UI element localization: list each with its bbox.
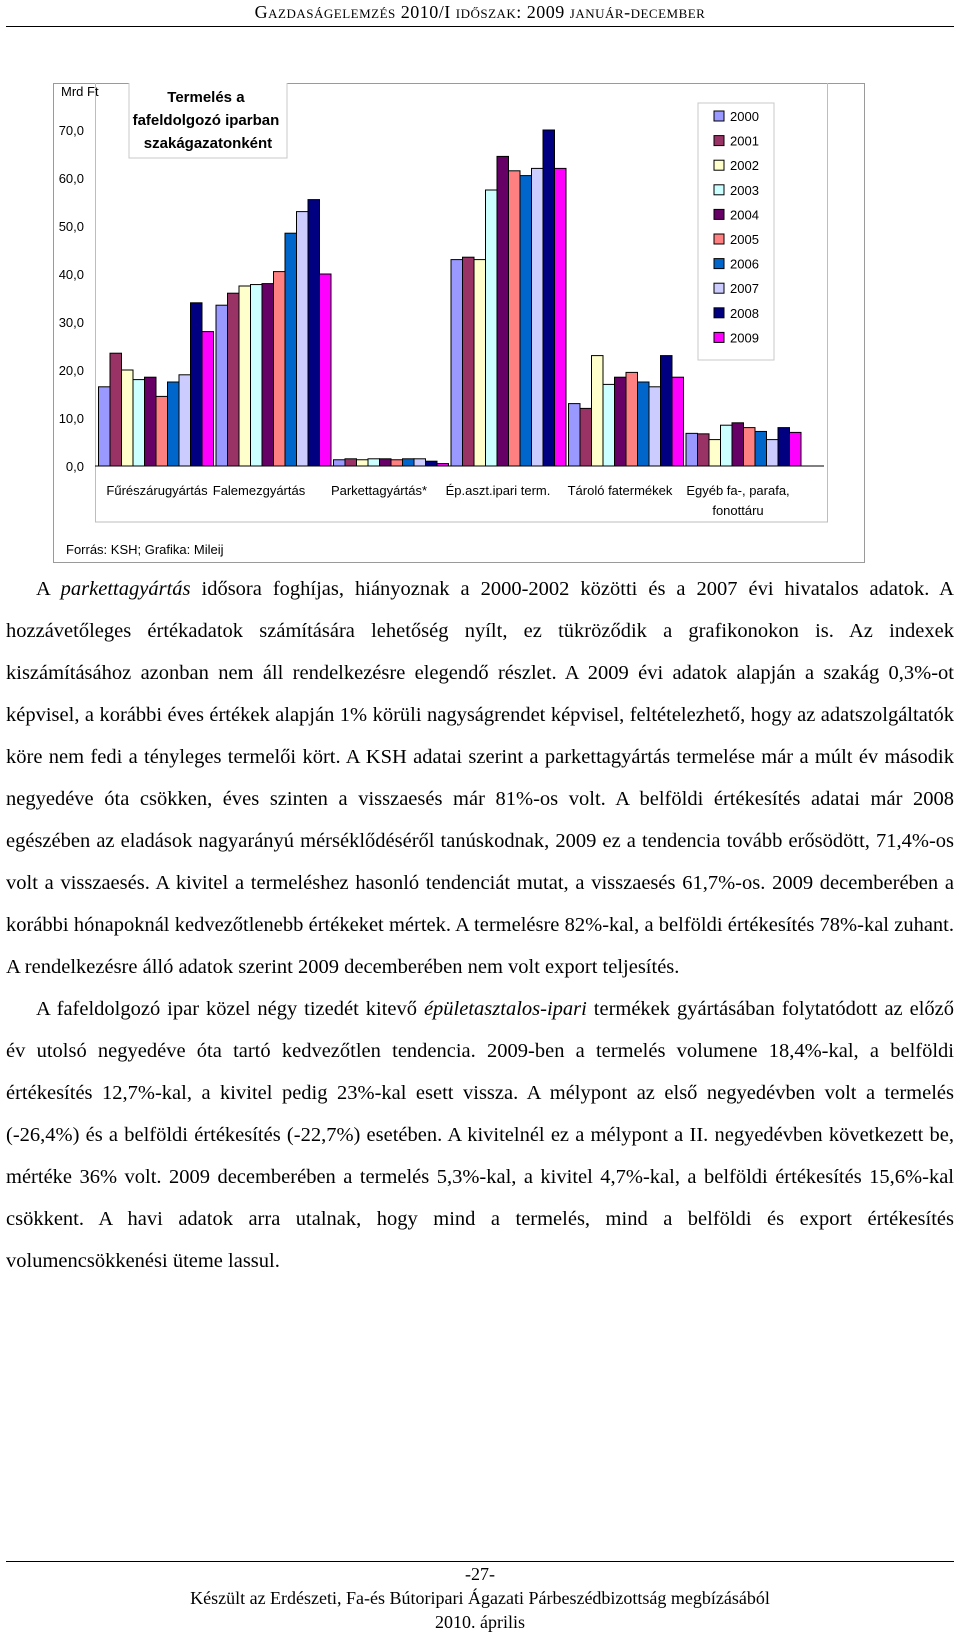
legend-label: 2006 [730,256,759,272]
bar-2008 [778,428,790,466]
bar-2000 [451,260,463,466]
bars [99,130,802,466]
bar-2004 [145,377,157,466]
legend-swatch-2003 [714,185,724,195]
category-label: Egyéb fa-, parafa, [686,483,790,498]
chart-title-box [129,83,287,158]
header-title: Gazdaságelemzés 2010/I időszak: 2009 január-december [254,2,706,22]
bar-2006 [755,431,767,466]
legend-swatch-2009 [714,332,724,342]
bar-2008 [661,356,673,466]
bar-2005 [509,171,521,466]
unit-label: Mrd Ft [61,84,99,99]
chart-title-line: szakágazatonként [143,135,273,152]
legend-swatch-2001 [714,136,724,146]
bar-2006 [403,459,415,466]
legend-swatch-2002 [714,160,724,170]
bar-2006 [638,382,650,466]
bar-2000 [686,433,698,466]
legend-swatch-2008 [714,308,724,318]
bar-2000 [99,387,111,466]
bar-2009 [202,332,214,466]
footer-date: 2010. április [435,1612,525,1632]
bar-2000 [216,305,228,466]
legend-swatch-2005 [714,234,724,244]
legend-label: 2008 [730,305,759,321]
category-label: Fűrészárugyártás [106,483,208,498]
legend-label: 2000 [730,109,759,124]
bar-2002 [122,370,134,466]
bar-2007 [179,375,191,466]
bar-2007 [414,459,426,466]
bar-2001 [345,459,357,466]
y-tick-label: 20,0 [58,363,84,378]
bar-2003 [133,380,145,466]
bar-2001 [110,353,122,466]
page-header [0,0,960,28]
legend-label: 2009 [730,330,759,346]
legend-swatch-2007 [714,283,724,293]
category-label: Parkettagyártás* [330,483,428,498]
bar-2007 [297,212,309,466]
bar-2005 [744,428,756,466]
category-label: Falemezgyártás [212,483,306,498]
bar-2001 [580,408,592,466]
bar-2002 [357,460,369,466]
bar-2005 [274,272,286,466]
y-tick-label: 30,0 [58,315,84,330]
legend-swatch-2006 [714,259,724,269]
legend-label: 2004 [730,207,759,223]
bar-2007 [532,168,544,466]
category-label: Tároló fatermékek [567,483,673,498]
bar-2000 [569,404,581,466]
category-label: Ép.aszt.ipari term. [445,483,551,498]
bar-2005 [626,372,638,466]
legend-label: 2005 [730,232,759,247]
legend-label: 2003 [730,182,759,198]
bar-2003 [486,190,498,466]
bar-2004 [380,459,392,466]
bar-2009 [790,432,802,466]
header-rule [6,26,954,27]
page-number: -27- [465,1564,495,1584]
bar-2007 [649,387,661,466]
bar-2004 [732,423,744,466]
bar-2005 [156,396,168,466]
paragraph-parketta: A parkettagyártás idősora foghíjas, hiányoznak a 2000-2002 közötti és a 2007 évi hivatalos adatok. A hozzávetőleges értékadatok számítására lehetőség nyílt, ez tükröződik a grafikonokon is. Az indexek kiszámításához azonban nem áll rendelkezésre elegendő részlet. A 2009 évi adatok alapján a szakág 0,3%-ot képvisel, a korábbi éves értékek alapján 1% körüli nagyságrendet képvisel, feltételezhető, hogy az adatszolgáltatók köre nem fedi a tényleges termelői kört. A KSH adatai szerint a parkettagyártás termelése már a múlt év második negyedéve óta csökken, éves szinten a visszaesés már 81%-os volt. A belföldi értékesítés adatai már 2008 egészében az eladások nagyarányú mérséklődéséről tanúskodnak, 2009 ez a tendencia tovább erősödött, 71,4%-os volt a visszaesés. A kivitel a termeléshez hasonló tendenciát mutat, a visszaesés 61,7%-os. 2009 decemberében a korábbi hónapoknál kedvezőtlenebb értékeket mértek. A termelésre 82%-kal, a belföldi értékesítés 78%-kal zuhant. A rendelkezésre álló adatok szerint 2009 decemberében nem volt export teljesítés. [6,578,954,978]
y-tick-label: 0,0 [65,459,84,474]
bar-2003 [721,425,733,466]
body-text [6,568,954,1282]
y-tick-label: 50,0 [58,219,84,234]
bar-2003 [368,459,380,466]
bar-2009 [320,274,332,466]
bar-2008 [426,461,438,466]
bar-2001 [228,293,240,466]
bar-2001 [463,257,475,466]
bar-2002 [239,286,251,466]
production-chart [53,83,865,563]
y-tick-label: 60,0 [58,171,84,186]
bar-2002 [709,440,721,466]
y-tick-label: 70,0 [58,123,84,138]
footer-rule [6,1561,954,1562]
bar-2006 [168,382,180,466]
bar-2002 [474,260,486,466]
paragraph-epuletasztalos: A fafeldolgozó ipar közel négy tizedét kitevő épületasztalos-ipari termékek gyártásában folytatódott az előző év utolsó negyedéve óta tartó kedvezőtlen tendencia. 2009-ben a termelés volumene 18,4%-kal, a belföldi értékesítés 12,7%-kal, a kivitel pedig 23%-kal esett vissza. A mélypont az első negyedévben volt a termelés (-26,4%) és a belföldi értékesítés (-22,7%) esetében. A kivitelnél ez a mélypont a II. negyedévben következett be, mértéke 36% volt. 2009 decemberében a termelés 5,3%-kal, a kivitel 4,7%-kal, a belföldi értékesítés 15,6%-kal csökkent. A havi adatok arra utalnak, hogy mind a termelés, mind a belföldi és export értékesítés volumencsökkenési üteme lassul. [6,998,954,1272]
source-note: Forrás: KSH; Grafika: Mileij [66,542,224,557]
bar-2004 [615,377,627,466]
legend [698,103,774,360]
y-tick-label: 10,0 [58,411,84,426]
italic-term: épületasztalos-ipari [423,998,587,1020]
bar-2009 [555,168,567,466]
chart-title-line: Termelés a [167,89,245,106]
chart-svg [53,83,865,563]
bar-2009 [672,377,684,466]
footer-commission: Készült az Erdészeti, Fa-és Bútoripari Ágazati Párbeszédbizottság megbízásából [190,1588,770,1608]
legend-label: 2002 [730,158,759,174]
bar-2008 [308,200,320,466]
italic-term: parkettagyártás [60,578,191,600]
bar-2006 [285,233,297,466]
bar-2000 [334,460,346,466]
legend-swatch-2000 [714,111,724,121]
category-labels [106,483,789,518]
bar-2008 [543,130,555,466]
y-axis-ticks [59,123,84,474]
bar-2001 [698,434,710,466]
category-label: fonottáru [712,503,764,518]
bar-2005 [391,460,403,466]
y-tick-label: 40,0 [58,267,84,282]
legend-label: 2007 [730,281,759,297]
bar-2003 [603,384,615,466]
legend-swatch-2004 [714,209,724,219]
bar-2008 [191,303,203,466]
bar-2006 [520,176,532,466]
legend-label: 2001 [730,133,759,149]
bar-2004 [262,284,274,466]
bar-2003 [251,285,263,466]
bar-2002 [592,356,604,466]
bar-2004 [497,156,509,466]
chart-title-line: fafeldolgozó iparban [132,112,280,129]
bar-2007 [767,440,779,466]
